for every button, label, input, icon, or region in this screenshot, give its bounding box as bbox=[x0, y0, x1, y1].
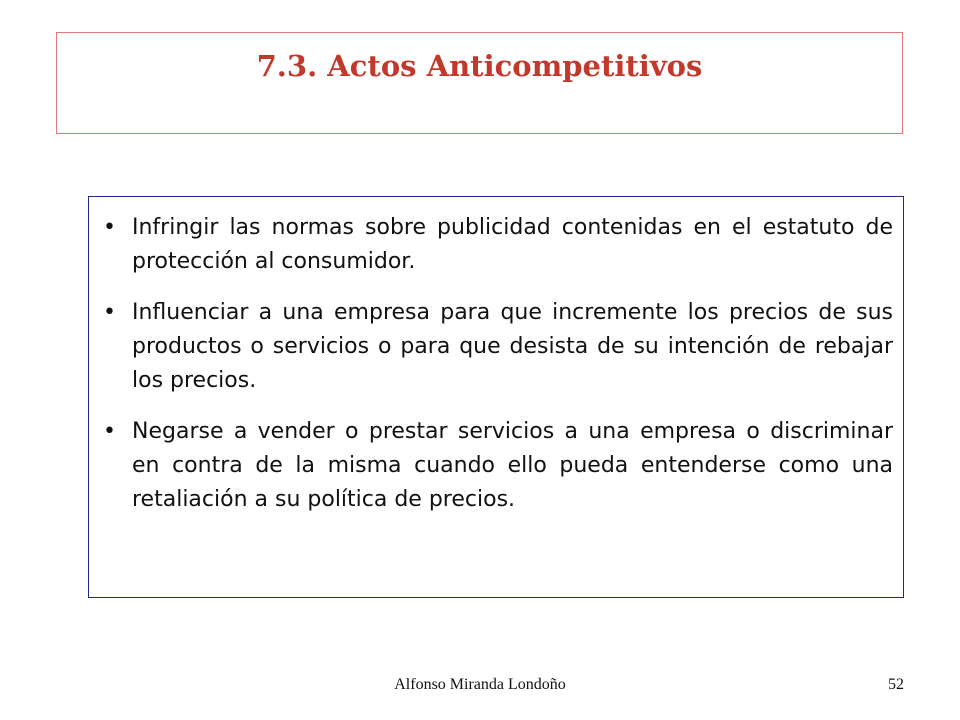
bullet-item bbox=[89, 415, 893, 517]
bullet-text: Negarse a vender o prestar servicios a una empresa o discriminar en contra de la misma cuando ello pueda entenderse como una retaliación a su política de precios. bbox=[132, 419, 893, 512]
content-box bbox=[88, 196, 904, 598]
page-number: 52 bbox=[888, 676, 904, 693]
slide-title: 7.3. Actos Anticompetitivos bbox=[256, 49, 703, 83]
bullet-dot-icon: • bbox=[103, 215, 116, 240]
bullet-dot-icon: • bbox=[103, 300, 116, 325]
title-box bbox=[56, 32, 903, 134]
bullet-text: Influenciar a una empresa para que incremente los precios de sus productos o servicios o para que desista de su intención de rebajar los precios. bbox=[132, 300, 893, 393]
footer-author: Alfonso Miranda Londoño bbox=[394, 676, 566, 693]
bullet-dot-icon: • bbox=[103, 419, 116, 444]
bullet-item bbox=[89, 211, 893, 279]
bullet-text: Infringir las normas sobre publicidad contenidas en el estatuto de protección al consumidor. bbox=[132, 215, 893, 274]
bullet-item bbox=[89, 296, 893, 398]
bullet-list bbox=[89, 197, 903, 517]
